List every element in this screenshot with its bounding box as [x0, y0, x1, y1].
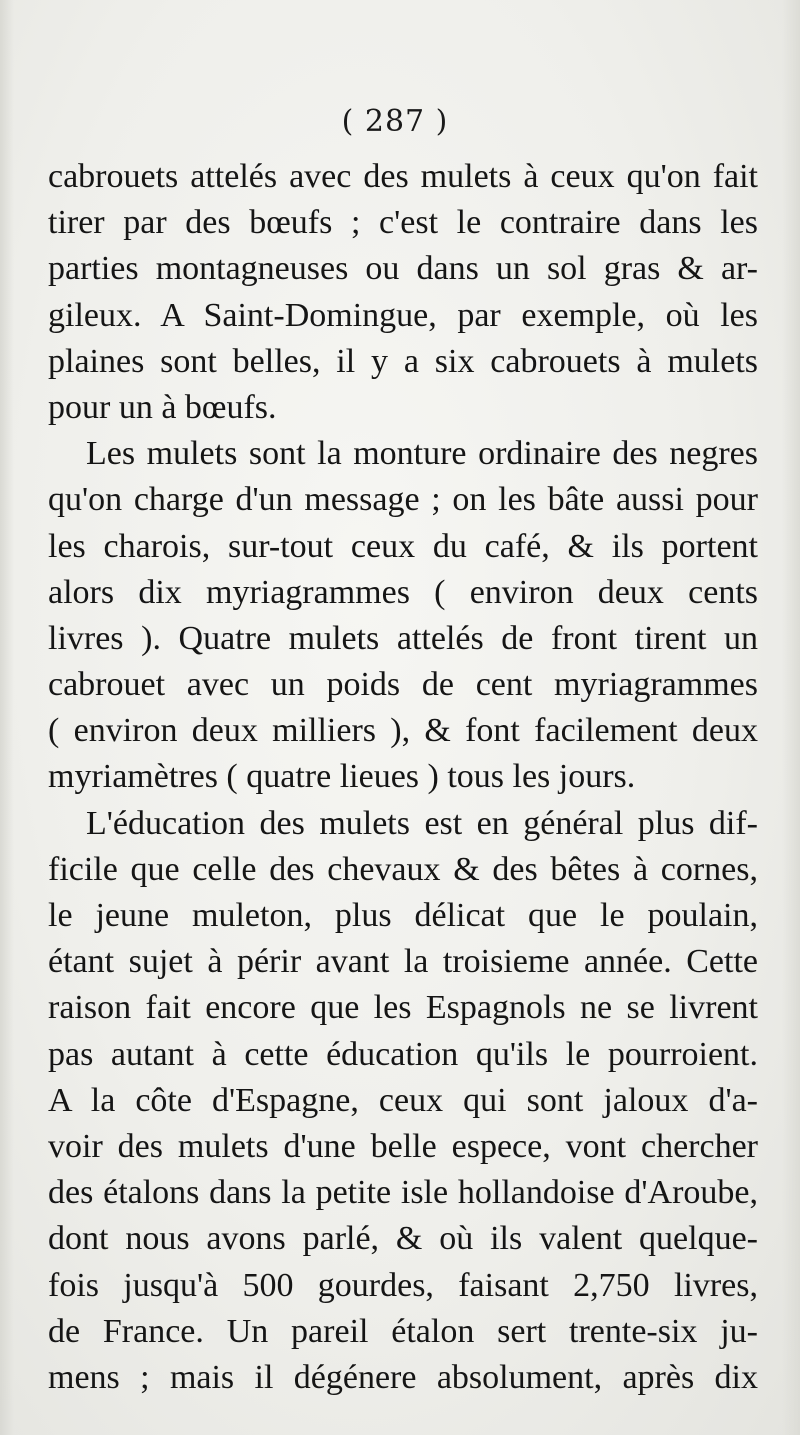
text-line: alors dix myriagrammes ( environ deux cents [48, 573, 758, 611]
text-line: myriamètres ( quatre lieues ) tous les jours. [48, 758, 636, 796]
text-line: cabrouets attelés avec des mulets à ceux qu'on fait [48, 158, 758, 195]
text-line: étant sujet à périr avant la troisieme année. Cette [48, 943, 758, 981]
text-line: voir des mulets d'une belle espece, vont chercher [48, 1127, 758, 1165]
page-shadow-right [782, 0, 800, 1435]
page-shadow-left [0, 0, 14, 1435]
text-line: gileux. A Saint-Domingue, par exemple, où les [48, 296, 758, 334]
text-line: mens ; mais il dégénere absolument, après dix [48, 1358, 758, 1396]
text-line: pour un à bœufs. [48, 388, 277, 426]
paragraph-1 [48, 154, 758, 431]
text-line: L'éducation des mulets est en général plus dif- [86, 804, 758, 842]
text-line: ( environ deux milliers ), & font facilement deux [48, 712, 758, 750]
paragraph-3 [48, 801, 758, 1401]
page-number: ( 287 ) [341, 104, 449, 139]
text-line: qu'on charge d'un message ; on les bâte aussi pour [48, 481, 758, 519]
text-line: pas autant à cette éducation qu'ils le pourroient. [48, 1035, 758, 1073]
text-line: dont nous avons parlé, & où ils valent quelque- [48, 1220, 758, 1258]
text-line: parties montagneuses ou dans un sol gras & ar- [48, 250, 758, 288]
text-line: cabrouet avec un poids de cent myriagrammes [48, 666, 758, 704]
text-line: A la côte d'Espagne, ceux qui sont jaloux d'a- [48, 1081, 758, 1119]
text-line: Les mulets sont la monture ordinaire des negres [86, 435, 758, 473]
text-line: des étalons dans la petite isle hollandoise d'Aroube, [48, 1174, 758, 1212]
text-line: fois jusqu'à 500 gourdes, faisant 2,750 livres, [48, 1266, 758, 1304]
paragraph-2 [48, 431, 758, 801]
text-line: de France. Un pareil étalon sert trente-six ju- [48, 1312, 758, 1350]
text-line: le jeune muleton, plus délicat que le poulain, [48, 897, 758, 934]
text-line: raison fait encore que les Espagnols ne se livrent [48, 989, 758, 1027]
body-text [48, 154, 758, 1401]
text-line: livres ). Quatre mulets attelés de front tirent un [48, 619, 758, 657]
text-line: tirer par des bœufs ; c'est le contraire dans les [48, 204, 758, 242]
text-line: ficile que celle des chevaux & des bêtes à cornes, [48, 850, 758, 888]
text-line: les charois, sur-tout ceux du café, & ils portent [48, 527, 758, 565]
text-line: plaines sont belles, il y a six cabrouets à mulets [48, 342, 758, 380]
